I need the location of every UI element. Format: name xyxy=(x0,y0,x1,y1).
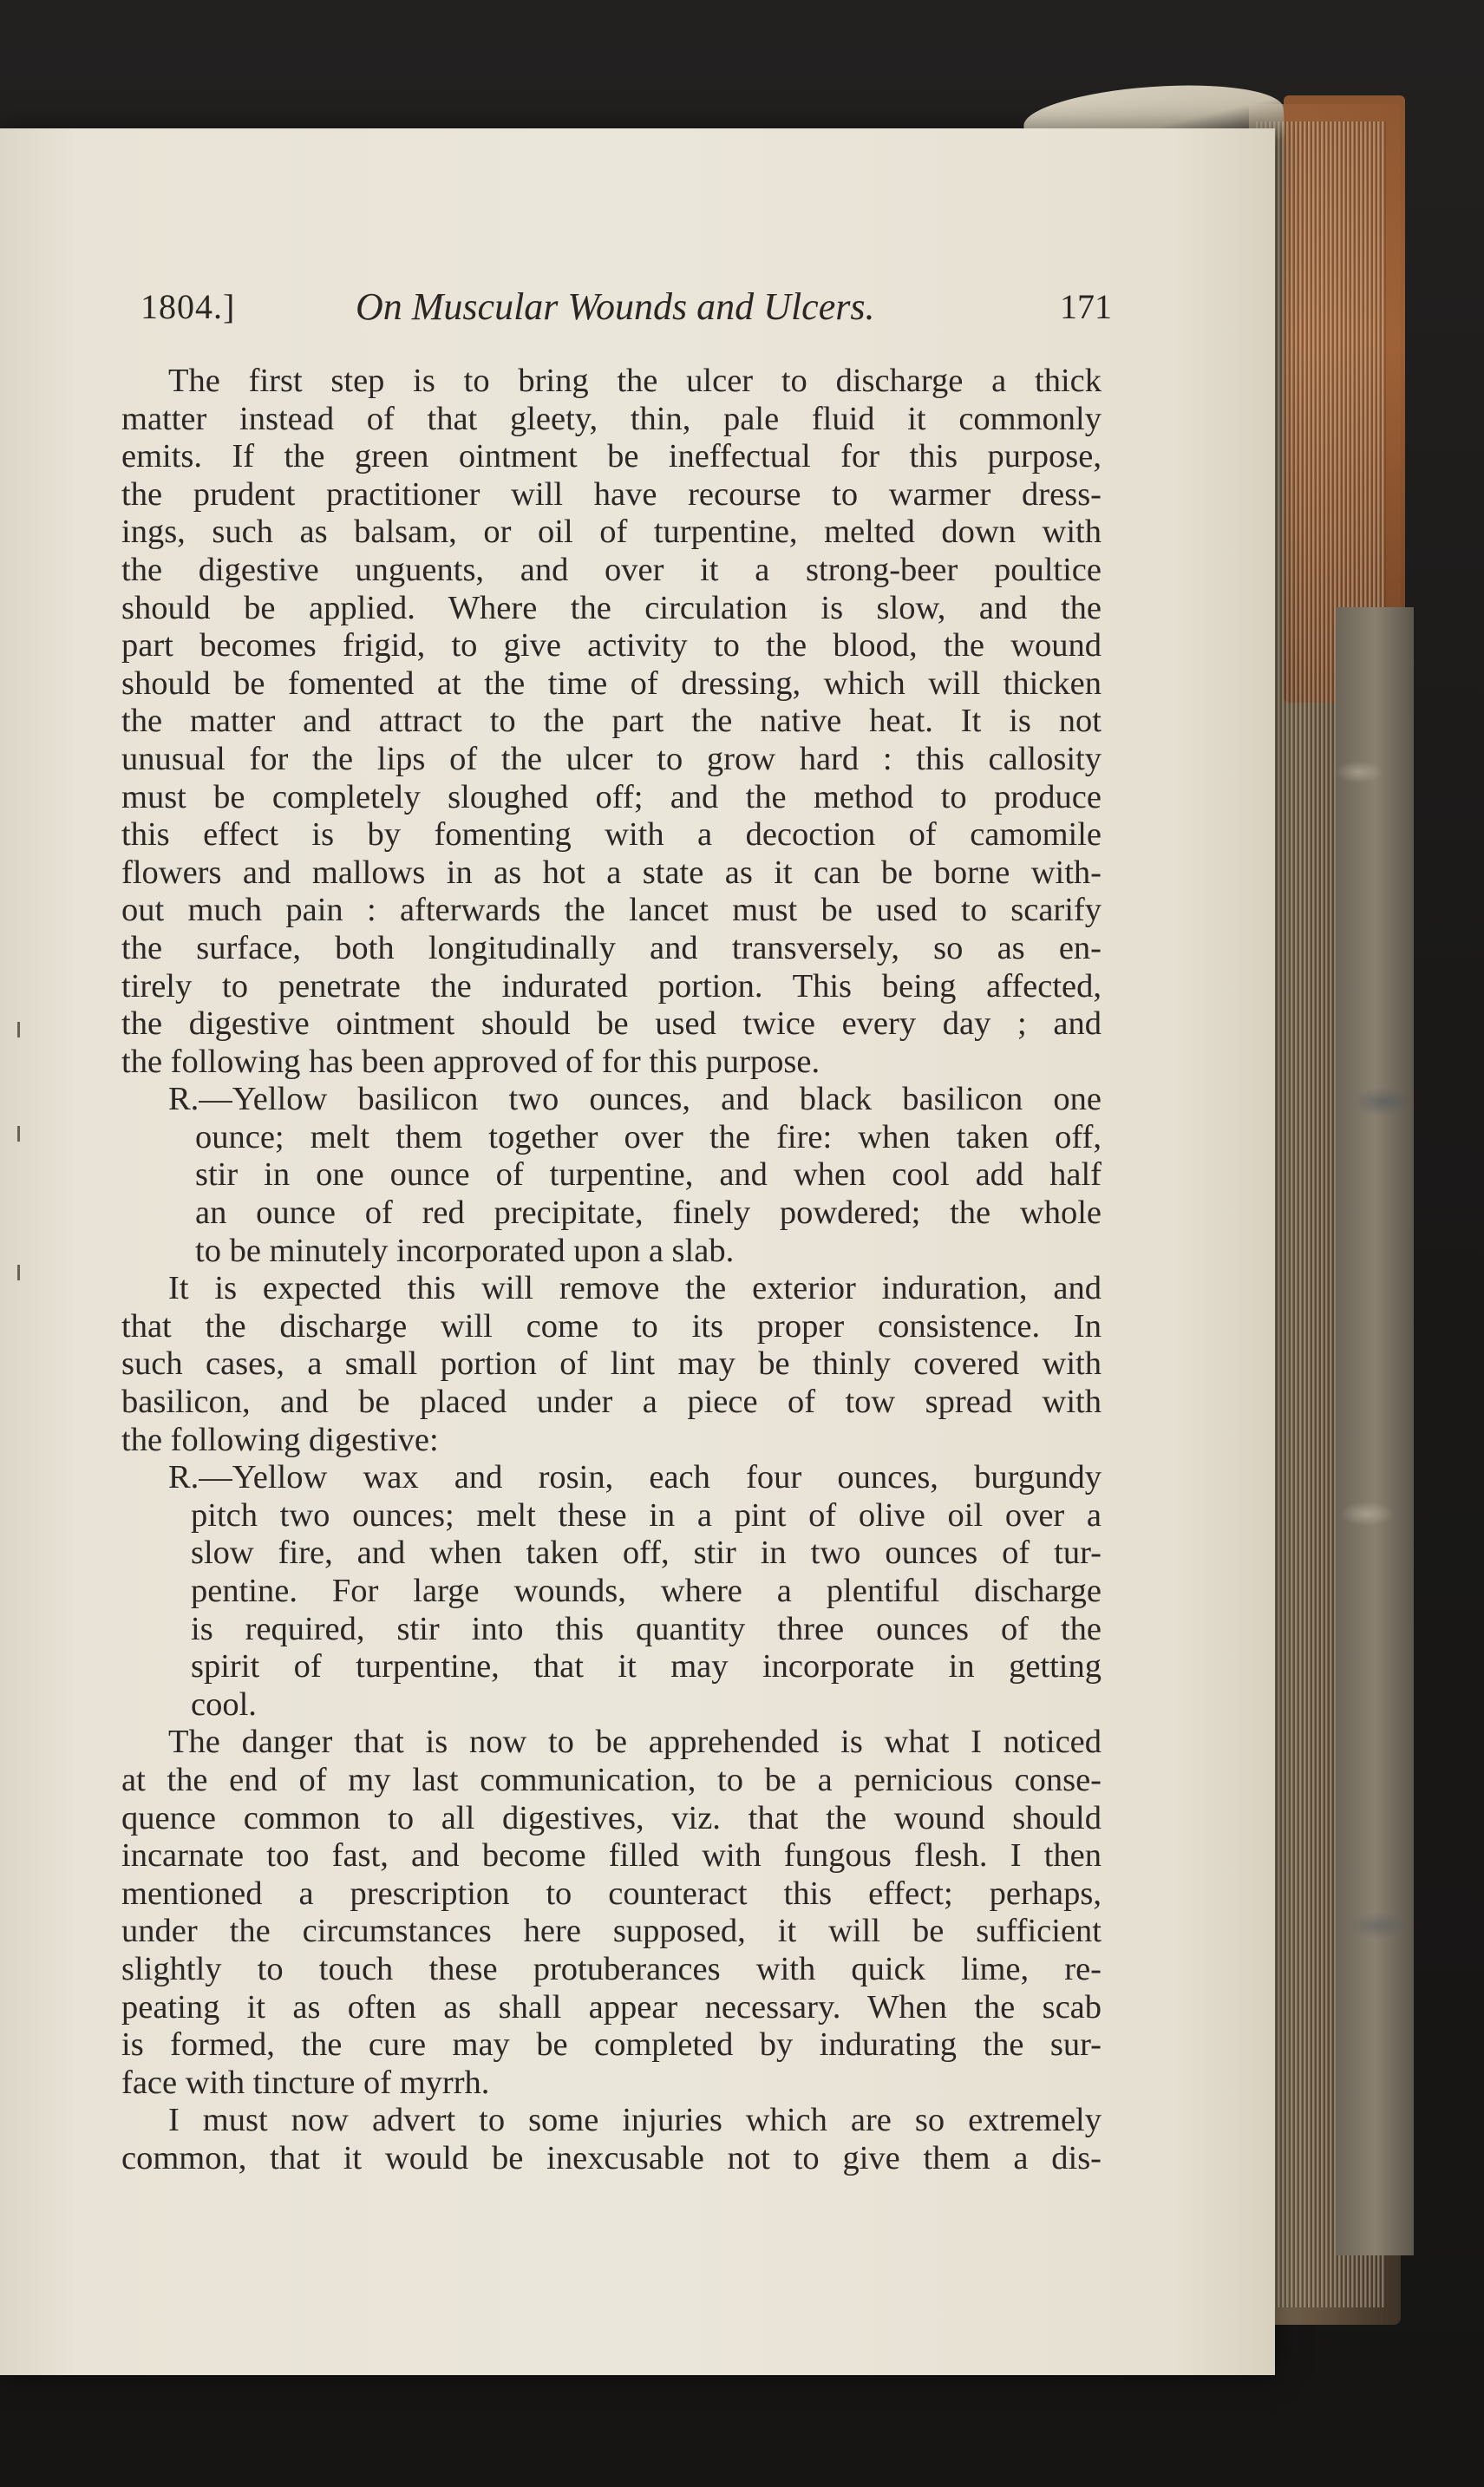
margin-mark xyxy=(17,1126,20,1142)
paragraph xyxy=(121,1270,1102,1459)
text-line: at the end of my last communication, to be a pernicious conse- xyxy=(121,1761,1102,1798)
recipe-block xyxy=(121,1459,1102,1724)
text-line: emits. If the green ointment be ineffectual for this purpose, xyxy=(121,438,1102,475)
text-line: out much pain : afterwards the lancet must be used to scarify xyxy=(121,892,1102,929)
text-line: is required, stir into this quantity three ounces of the xyxy=(191,1610,1102,1647)
text-line: the digestive ointment should be used twice every day ; and xyxy=(121,1005,1102,1043)
text-line: basilicon, and be placed under a piece of tow spread with xyxy=(121,1384,1102,1421)
text-line: ings, such as balsam, or oil of turpentine, melted down with xyxy=(121,514,1102,551)
text-line: spirit of turpentine, that it may incorporate in getting xyxy=(191,1648,1102,1685)
page-number: 171 xyxy=(1060,287,1112,326)
text-line: slow fire, and when taken off, stir in two ounces of tur- xyxy=(191,1535,1102,1572)
text-line: the following digestive: xyxy=(121,1421,439,1458)
text-line: the matter and attract to the part the native heat. It is not xyxy=(121,703,1102,740)
paragraph xyxy=(121,2102,1102,2177)
text-line: flowers and mallows in as hot a state as it can be borne with- xyxy=(121,854,1102,891)
text-line: mentioned a prescription to counteract this effect; perhaps, xyxy=(121,1875,1102,1912)
margin-mark xyxy=(17,1265,20,1280)
text-line: should be applied. Where the circulation is slow, and the xyxy=(121,589,1102,626)
text-line: must be completely sloughed off; and the method to produce xyxy=(121,778,1102,815)
text-line: quence common to all digestives, viz. that the wound should xyxy=(121,1799,1102,1836)
margin-mark xyxy=(17,1022,20,1037)
text-line: matter instead of that gleety, thin, pale fluid it commonly xyxy=(121,400,1102,437)
text-line: R.—Yellow wax and rosin, each four ounces, burgundy xyxy=(168,1459,1102,1496)
text-line: The danger that is now to be apprehended is what I noticed xyxy=(168,1724,1102,1761)
text-line: tirely to penetrate the indurated portion. This being affected, xyxy=(121,967,1102,1005)
text-line: the surface, both longitudinally and transversely, so as en- xyxy=(121,929,1102,966)
marbled-edge xyxy=(1336,607,1414,2255)
text-line: this effect is by fomenting with a decoction of camomile xyxy=(121,816,1102,854)
text-line: an ounce of red precipitate, finely powdered; the whole xyxy=(195,1194,1102,1232)
text-line: cool. xyxy=(191,1685,257,1723)
text-line: is formed, the cure may be completed by indurating the sur- xyxy=(121,2026,1102,2064)
text-line: pitch two ounces; melt these in a pint of olive oil over a xyxy=(191,1496,1102,1534)
paragraph xyxy=(121,363,1102,1081)
text-line: It is expected this will remove the exterior induration, and xyxy=(168,1270,1102,1307)
text-line: peating it as often as shall appear necessary. When the scab xyxy=(121,1988,1102,2026)
text-line: incarnate too fast, and become filled with fungous flesh. I then xyxy=(121,1837,1102,1875)
text-line: the prudent practitioner will have recourse to warmer dress- xyxy=(121,475,1102,513)
text-line: ounce; melt them together over the fire: when taken off, xyxy=(195,1118,1102,1155)
text-line: the digestive unguents, and over it a strong-beer poultice xyxy=(121,551,1102,588)
running-head-year: 1804.] xyxy=(141,287,236,326)
text-line: should be fomented at the time of dressing, which will thicken xyxy=(121,664,1102,702)
text-line: I must now advert to some injuries which are so extremely xyxy=(168,2102,1102,2139)
text-line: the following has been approved of for this purpose. xyxy=(121,1043,820,1080)
text-line: face with tincture of myrrh. xyxy=(121,2064,490,2101)
running-head-title: On Muscular Wounds and Ulcers. xyxy=(356,285,875,328)
text-line: such cases, a small portion of lint may be thinly covered with xyxy=(121,1345,1102,1383)
text-line: common, that it would be inexcusable not to give them a dis- xyxy=(121,2139,1102,2176)
text-line: that the discharge will come to its proper consistence. In xyxy=(121,1307,1102,1345)
text-line: under the circumstances here supposed, it will be sufficient xyxy=(121,1913,1102,1950)
text-line: part becomes frigid, to give activity to the blood, the wound xyxy=(121,627,1102,664)
text-line: stir in one ounce of turpentine, and when cool add half xyxy=(195,1156,1102,1194)
text-line: pentine. For large wounds, where a plentiful discharge xyxy=(191,1573,1102,1609)
text-line: unusual for the lips of the ulcer to grow hard : this callosity xyxy=(121,740,1102,777)
body-text xyxy=(121,363,1102,2178)
text-line: R.—Yellow basilicon two ounces, and black basilicon one xyxy=(168,1081,1102,1118)
text-line: to be minutely incorporated upon a slab. xyxy=(195,1232,735,1269)
recipe-block xyxy=(121,1081,1102,1270)
text-line: slightly to touch these protuberances with quick lime, re- xyxy=(121,1950,1102,1987)
text-line: The first step is to bring the ulcer to discharge a thick xyxy=(168,363,1102,399)
paragraph xyxy=(121,1724,1102,2102)
running-head xyxy=(141,286,1112,347)
